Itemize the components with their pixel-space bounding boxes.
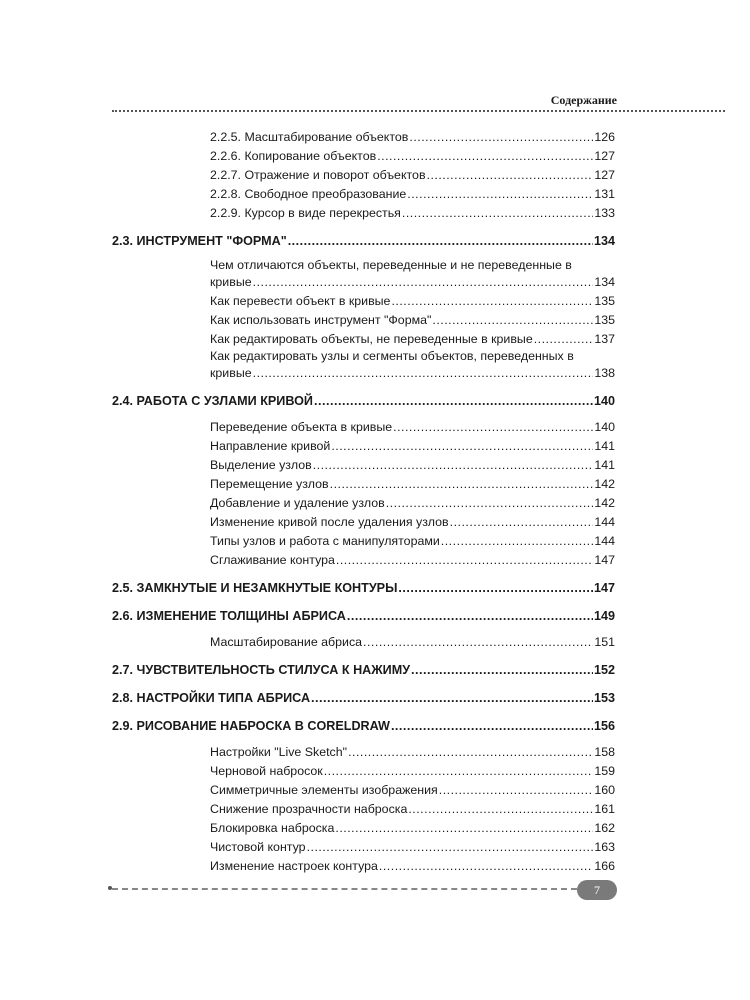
toc-entry-title: Настройки "Live Sketch" <box>210 745 348 759</box>
dot-leader <box>439 781 594 800</box>
toc-entry-page: 137 <box>594 332 615 346</box>
dot-leader <box>253 273 594 292</box>
running-title: Содержание <box>550 93 617 107</box>
toc-entry[interactable] <box>112 330 615 349</box>
toc-entry-title: Блокировка наброска <box>210 821 335 835</box>
toc-entry[interactable] <box>112 418 615 437</box>
toc-entry[interactable] <box>112 532 615 551</box>
dot-leader <box>391 717 593 736</box>
toc-entry-page: 166 <box>594 859 615 873</box>
toc-entry-title: Как использовать инструмент "Форма" <box>210 313 432 327</box>
toc-entry-page: 147 <box>594 553 615 567</box>
toc-entry-title: 2.2.6. Копирование объектов <box>210 149 377 163</box>
toc-entry[interactable] <box>112 311 615 330</box>
toc-entry[interactable] <box>112 456 615 475</box>
toc-section-title: 2.9. РИСОВАНИЕ НАБРОСКА В CORELDRAW <box>112 719 390 733</box>
toc-entry[interactable] <box>112 762 615 781</box>
dot-leader <box>336 551 593 570</box>
toc-entry[interactable] <box>112 633 615 652</box>
toc-entry-page: 142 <box>594 496 615 510</box>
table-of-contents <box>112 128 615 876</box>
toc-entry-page: 138 <box>594 366 615 380</box>
toc-section-2-5[interactable] <box>112 579 615 598</box>
dot-leader <box>450 513 594 532</box>
toc-entry-page: 158 <box>594 745 615 759</box>
toc-entry-page: 133 <box>594 206 615 220</box>
top-dotted-rule <box>112 110 725 112</box>
dot-leader <box>411 661 593 680</box>
toc-entry-title: Снижение прозрачности наброска <box>210 802 408 816</box>
toc-entry-title: 2.2.8. Свободное преобразование <box>210 187 407 201</box>
toc-entry-title: Как перевести объект в кривые <box>210 294 391 308</box>
toc-entry[interactable] <box>112 437 615 456</box>
dot-leader <box>393 418 593 437</box>
toc-entry-wrapped[interactable] <box>112 258 615 292</box>
toc-section-2-4[interactable] <box>112 392 615 411</box>
toc-entry-title: Сглаживание контура <box>210 553 335 567</box>
toc-entry-title: Направление кривой <box>210 439 331 453</box>
toc-entry-title: 2.2.5. Масштабирование объектов <box>210 130 409 144</box>
dot-leader <box>307 838 594 857</box>
toc-entry-page: 134 <box>594 275 615 289</box>
toc-entry[interactable] <box>112 743 615 762</box>
toc-entry-page: 141 <box>594 458 615 472</box>
toc-entry-title: Изменение настроек контура <box>210 859 378 873</box>
toc-entry-title: 2.2.9. Курсор в виде перекрестья <box>210 206 401 220</box>
dot-leader <box>427 166 594 185</box>
toc-entry-title-line2: кривые <box>210 366 252 380</box>
toc-entry[interactable] <box>112 128 615 147</box>
page-number-badge: 7 <box>577 880 617 900</box>
toc-entry-title: Изменение кривой после удаления узлов <box>210 515 449 529</box>
toc-section-page: 140 <box>593 394 615 408</box>
toc-entry[interactable] <box>112 819 615 838</box>
toc-entry-title-line1: Как редактировать узлы и сегменты объектов, переведенных в <box>210 349 574 363</box>
toc-entry-page: 144 <box>594 515 615 529</box>
toc-entry[interactable] <box>112 494 615 513</box>
dot-leader <box>335 819 593 838</box>
toc-entry-page: 151 <box>594 635 615 649</box>
dot-leader <box>311 689 593 708</box>
toc-section-page: 156 <box>593 719 615 733</box>
dot-leader <box>324 762 594 781</box>
toc-entry-page: 162 <box>594 821 615 835</box>
toc-entry-title: Переведение объекта в кривые <box>210 420 393 434</box>
toc-entry-page: 160 <box>594 783 615 797</box>
dot-leader <box>402 204 593 223</box>
toc-entry-title: Как редактировать объекты, не переведенные в кривые <box>210 332 533 346</box>
toc-entry-title: Чистовой контур <box>210 840 306 854</box>
toc-entry-title-line2: кривые <box>210 275 252 289</box>
toc-entry-page: 126 <box>594 130 615 144</box>
toc-entry-page: 144 <box>594 534 615 548</box>
toc-section-page: 153 <box>593 691 615 705</box>
toc-section-2-6[interactable] <box>112 607 615 626</box>
toc-entry-page: 127 <box>594 168 615 182</box>
toc-entry-title: Черновой набросок <box>210 764 323 778</box>
dot-leader <box>347 607 593 626</box>
toc-entry-title: Перемещение узлов <box>210 477 329 491</box>
bottom-dashed-rule <box>112 888 577 890</box>
toc-entry-page: 140 <box>594 420 615 434</box>
toc-entry-title: Симметричные элементы изображения <box>210 783 438 797</box>
toc-entry-page: 142 <box>594 477 615 491</box>
dot-leader <box>391 292 593 311</box>
toc-entry-title: Выделение узлов <box>210 458 312 472</box>
dot-leader <box>398 579 593 598</box>
toc-section-title: 2.6. ИЗМЕНЕНИЕ ТОЛЩИНЫ АБРИСА <box>112 609 346 623</box>
toc-section-page: 149 <box>593 609 615 623</box>
dot-leader <box>253 364 594 383</box>
toc-section-page: 147 <box>593 581 615 595</box>
toc-entry-page: 135 <box>594 294 615 308</box>
dot-leader <box>348 743 593 762</box>
toc-section-title: 2.8. НАСТРОЙКИ ТИПА АБРИСА <box>112 691 311 705</box>
toc-section-2-3[interactable] <box>112 232 615 251</box>
toc-section-title: 2.3. ИНСТРУМЕНТ "ФОРМА" <box>112 234 287 248</box>
toc-entry-page: 159 <box>594 764 615 778</box>
toc-entry-page: 131 <box>594 187 615 201</box>
dot-leader <box>379 857 593 876</box>
dot-leader <box>407 185 593 204</box>
toc-entry-title-line1: Чем отличаются объекты, переведенные и не переведенные в <box>210 258 572 272</box>
toc-section-page: 152 <box>593 663 615 677</box>
dot-leader <box>377 147 593 166</box>
toc-section-2-7[interactable] <box>112 661 615 680</box>
dot-leader <box>313 456 594 475</box>
toc-section-title: 2.5. ЗАМКНУТЫЕ И НЕЗАМКНУТЫЕ КОНТУРЫ <box>112 581 398 595</box>
toc-entry-page: 141 <box>594 439 615 453</box>
toc-entry[interactable] <box>112 781 615 800</box>
toc-entry-wrapped[interactable] <box>112 349 615 383</box>
toc-entry-page: 161 <box>594 802 615 816</box>
toc-entry[interactable] <box>112 513 615 532</box>
toc-section-title: 2.4. РАБОТА С УЗЛАМИ КРИВОЙ <box>112 394 313 408</box>
toc-entry[interactable] <box>112 857 615 876</box>
toc-section-page: 134 <box>593 234 615 248</box>
dot-leader <box>386 494 594 513</box>
dot-leader <box>441 532 594 551</box>
toc-entry[interactable] <box>112 292 615 311</box>
toc-entry[interactable] <box>112 204 615 223</box>
dot-leader <box>409 128 593 147</box>
toc-entry-title: Типы узлов и работа с манипуляторами <box>210 534 440 548</box>
toc-entry[interactable] <box>112 551 615 570</box>
toc-entry-page: 163 <box>594 840 615 854</box>
toc-entry[interactable] <box>112 838 615 857</box>
dot-leader <box>534 330 594 349</box>
toc-entry-title: Масштабирование абриса <box>210 635 363 649</box>
dot-leader <box>330 475 594 494</box>
toc-entry-page: 127 <box>594 149 615 163</box>
dot-leader <box>408 800 593 819</box>
dot-leader <box>432 311 593 330</box>
dot-leader <box>331 437 593 456</box>
toc-entry[interactable] <box>112 147 615 166</box>
dot-leader <box>363 633 593 652</box>
toc-section-title: 2.7. ЧУВСТВИТЕЛЬНОСТЬ СТИЛУСА К НАЖИМУ <box>112 663 411 677</box>
dot-leader <box>288 232 593 251</box>
toc-entry-title: 2.2.7. Отражение и поворот объектов <box>210 168 426 182</box>
toc-entry[interactable] <box>112 185 615 204</box>
toc-entry[interactable] <box>112 166 615 185</box>
toc-entry[interactable] <box>112 475 615 494</box>
dot-leader <box>314 392 593 411</box>
toc-section-2-9[interactable] <box>112 717 615 736</box>
toc-entry-page: 135 <box>594 313 615 327</box>
toc-entry[interactable] <box>112 800 615 819</box>
toc-section-2-8[interactable] <box>112 689 615 708</box>
toc-entry-title: Добавление и удаление узлов <box>210 496 385 510</box>
